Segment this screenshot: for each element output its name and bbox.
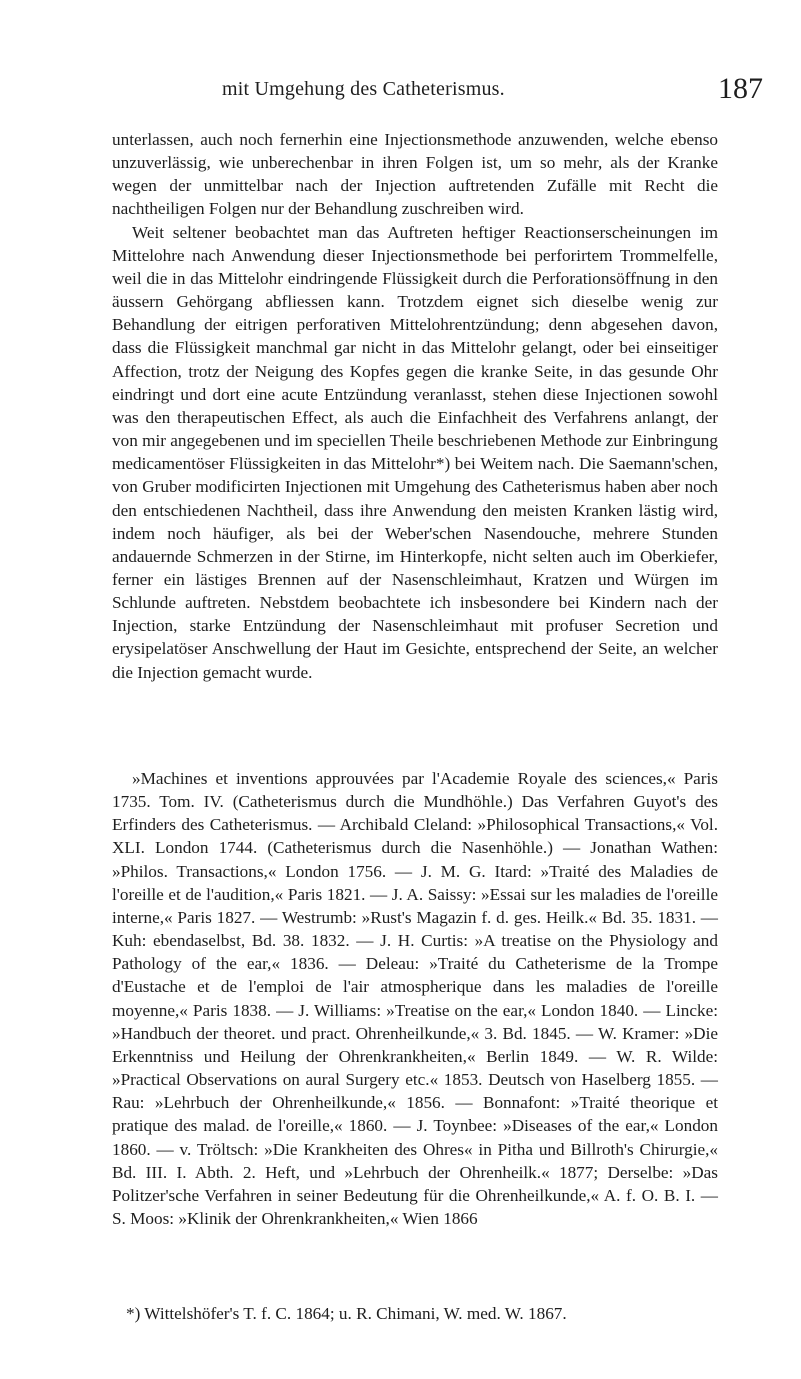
main-text bbox=[112, 128, 718, 684]
page-header bbox=[0, 70, 801, 110]
running-title: mit Umgehung des Catheterismus. bbox=[222, 78, 505, 100]
paragraph: unterlassen, auch noch fernerhin eine Injectionsmethode anzuwenden, welche ebenso unzuverlässig, wie unberechenbar in ihren Folgen ist, um so mehr, als der Kranke wegen der unmittelbar nach der Injection auftretenden Zufälle mit Recht die nachtheiligen Folgen nur der Behandlung zuschreiben wird. bbox=[112, 130, 718, 219]
bibliography bbox=[112, 767, 718, 1230]
page-number: 187 bbox=[718, 72, 763, 105]
footnote: *) Wittelshöfer's T. f. C. 1864; u. R. Chimani, W. med. W. 1867. bbox=[126, 1304, 567, 1323]
bibliography-paragraph: »Machines et inventions approuvées par l'Academie Royale des sciences,« Paris 1735. Tom. IV. (Catheterismus durch die Mundhöhle.) Das Verfahren Guyot's des Erfinders des Catheterismus. — Archibald Cleland: »Philosophical Transactions,« Vol. XLI. London 1744. (Catheterismus durch die Nasenhöhle.) — Jonathan Wathen: »Philos. Transactions,« London 1756. — J. M. G. Itard: »Traité des Maladies de l'oreille et de l'audition,« Paris 1821. — J. A. Saissy: »Essai sur les maladies de l'oreille interne,« Paris 1827. — Westrumb: »Rust's Magazin f. d. ges. Heilk.« Bd. 35. 1831. — Kuh: ebendaselbst, Bd. 38. 1832. — J. H. Curtis: »A treatise on the Physiology and Pathology of the ear,« 1836. — Deleau: »Traité du Catheterisme de la Trompe d'Eustache et de l'emploi de l'air atmospherique dans les maladies de l'oreille moyenne,« Paris 1838. — J. Williams: »Treatise on the ear,« London 1840. — Lincke: »Handbuch der theoret. und pract. Ohrenheilkunde,« 3. Bd. 1845. — W. Kramer: »Die Erkenntniss und Heilung der Ohrenkrankheiten,« Berlin 1849. — W. R. Wilde: »Practical Observations on aural Surgery etc.« 1853. Deutsch von Haselberg 1855. — Rau: »Lehrbuch der Ohrenheilkunde,« 1856. — Bonnafont: »Traité theorique et pratique des malad. de l'oreille,« 1860. — J. Toynbee: »Diseases of the ear,« London 1860. — v. Tröltsch: »Die Krankheiten des Ohres« in Pitha und Billroth's Chirurgie,« Bd. III. I. Abth. 2. Heft, und »Lehrbuch der Ohrenheilk.« 1877; Derselbe: »Das Politzer'sche Verfahren in seiner Bedeutung für die Ohrenheilkunde,« A. f. O. B. I. — S. Moos: »Klinik der Ohrenkrankheiten,« Wien 1866 bbox=[112, 769, 718, 1228]
paragraph: Weit seltener beobachtet man das Auftreten heftiger Reactionserscheinungen im Mittelohre nach Anwendung dieser Injectionsmethode bei perforirtem Trommelfelle, weil die in das Mittelohr eindringende Flüssigkeit durch die Perforationsöffnung in den äussern Gehörgang abfliessen kann. Trotzdem eignet sich dieselbe wenig zur Behandlung der eitrigen perforativen Mittelohrentzündung; denn abgesehen davon, dass die Flüssigkeit manchmal gar nicht in das Mittelohr gelangt, oder bei einseitiger Affection, trotz der Neigung des Kopfes gegen die kranke Seite, in das gesunde Ohr eindringt und dort eine acute Entzündung veranlasst, stehen diese Injectionen sowohl was den therapeutischen Effect, als auch die Einfachheit des Verfahrens anlangt, der von mir angegebenen und im speciellen Theile beschriebenen Methode zur Einbringung medicamentöser Flüssigkeiten in das Mittelohr*) bei Weitem nach. Die Saemann'schen, von Gruber modificirten Injectionen mit Umgehung des Catheterismus haben aber noch den entschiedenen Nachtheil, dass ihre Anwendung den meisten Kranken lästig wird, indem noch häufiger, als bei der Weber'schen Nasendouche, mehrere Stunden andauernde Schmerzen in der Stirne, im Hinterkopfe, nicht selten auch im Oberkiefer, ferner ein lästiges Brennen auf der Nasenschleimhaut, Kratzen und Würgen im Schlunde auftreten. Nebstdem beobachtete ich insbesondere bei Kindern nach der Injection, starke Entzündung der Nasenschleimhaut mit profuser Secretion und erysipelatöser Anschwellung der Haut im Gesichte, entsprechend der Seite, an welcher die Injection gemacht wurde. bbox=[112, 222, 718, 682]
